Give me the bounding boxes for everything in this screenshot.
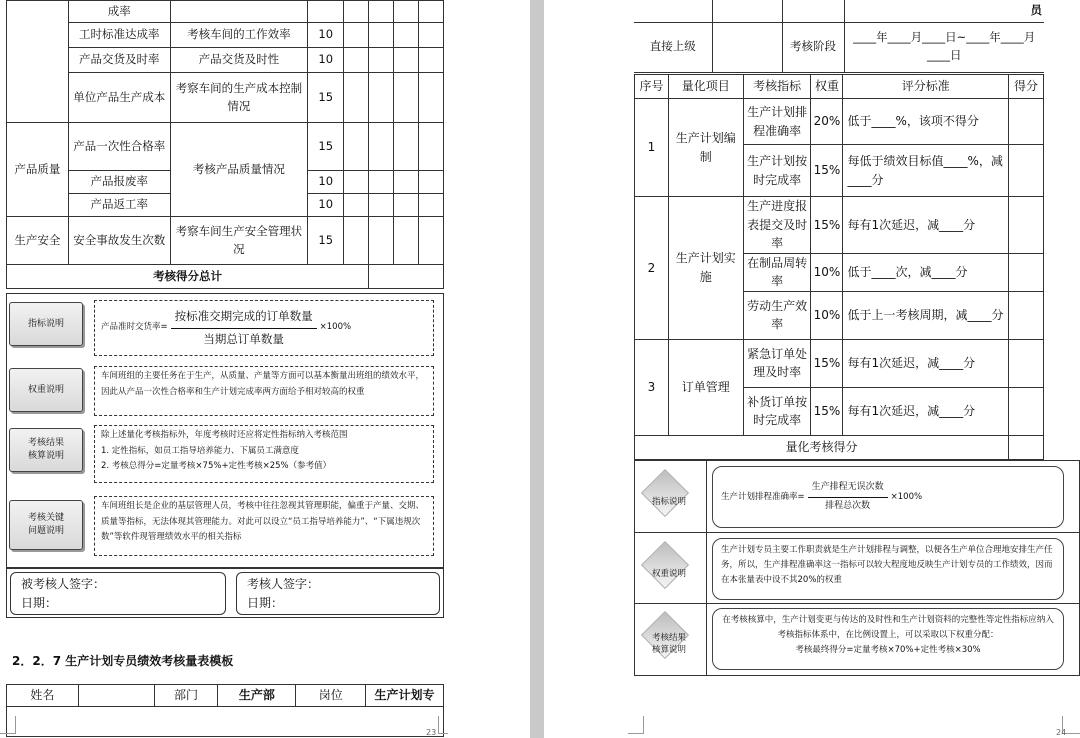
item-cell: 产品交货及时率 — [68, 48, 170, 73]
col-standard: 评分标准 — [843, 75, 1009, 99]
section-heading: 2．2．7 生产计划专员绩效考核量表模板 — [12, 654, 234, 668]
weight-note-icon: 权重说明 — [9, 368, 83, 412]
indicator-note-icon: 指标说明 — [638, 480, 700, 522]
item-cell: 成率 — [68, 1, 170, 23]
standard-cell: 低于____%，该项不得分 — [843, 99, 1009, 145]
standard-cell: 低于上一考核周期，减____分 — [843, 291, 1009, 339]
formula-lhs: 产品准时交货率= — [101, 322, 168, 333]
standard-cell: 每低于绩效目标值____%，减____分 — [843, 145, 1009, 197]
page-number: 23 — [426, 728, 437, 737]
period-value[interactable]: ____年____月____日~____年____月____日 — [844, 22, 1044, 72]
assessor-signature[interactable]: 考核人签字： 日期： — [236, 572, 440, 615]
indicator-cell: 考察车间的生产成本控制情况 — [170, 73, 308, 123]
weight-cell: 20% — [811, 99, 843, 145]
col-score: 得分 — [1009, 75, 1044, 99]
indicator-cell: 考核车间的工作效率 — [170, 23, 308, 48]
formula-lhs: 生产计划排程准确率= — [721, 491, 805, 502]
weight-cell: 10 — [308, 48, 344, 73]
left-kpi-table — [6, 0, 444, 289]
standard-cell: 每有1次延迟，减____分 — [843, 387, 1009, 435]
indicator-cell: 生产计划排程准确率 — [743, 99, 811, 145]
period-label: 考核阶段 — [782, 22, 844, 72]
page-number: 24 — [1056, 728, 1067, 737]
weight-note: 生产计划专员主要工作职责就是生产计划排程与调整，以便各生产单位合理地安排生产任务，所以，生产排程准确率这一指标可以较大程度地反映生产计划专员的工作绩效，因而在本张量表中设不其20%的权重 — [712, 538, 1064, 600]
standard-cell: 每有1次延迟，减____分 — [843, 197, 1009, 254]
weight-cell: 15% — [811, 197, 843, 254]
formula-denominator: 排程总次数 — [825, 500, 871, 511]
result-note: 除上述量化考核指标外，年度考核时还应将定性指标纳入考核范围 1. 定性指标，如员工指导培养能力、下属员工满意度 2. 考核总得分=定量考核×75%+定性考核×25%（参考值） — [94, 425, 434, 483]
page-corner-mark — [438, 716, 448, 734]
weight-note: 车间班组的主要任务在于生产，从质量、产量等方面可以基本衡量出班组的绩效水平，因此从产品一次性合格率和生产计划完成率两方面给予相对较高的权重 — [94, 366, 434, 416]
info-table — [6, 684, 444, 737]
position-label: 岗位 — [296, 685, 366, 707]
seq-cell: 1 — [635, 99, 669, 197]
formula-suffix: ×100% — [890, 491, 923, 502]
weight-cell: 15 — [308, 123, 344, 171]
name-value[interactable] — [78, 685, 154, 707]
dept-label: 部门 — [154, 685, 218, 707]
score-cell[interactable] — [1009, 253, 1044, 291]
right-header-table — [634, 0, 1044, 73]
indicator-note — [94, 300, 434, 356]
position-value: 生产计划专 — [366, 685, 444, 707]
right-page — [628, 0, 1080, 738]
superior-label: 直接上级 — [634, 22, 712, 72]
weight-cell: 15 — [308, 73, 344, 123]
formula-numerator: 按标准交期完成的订单数量 — [171, 306, 317, 328]
weight-cell: 15% — [811, 145, 843, 197]
result-note-icon: 考核结果 核算说明 — [638, 622, 700, 664]
dept-value: 生产部 — [218, 685, 296, 707]
total-score[interactable] — [1009, 435, 1044, 459]
score-cell[interactable] — [1009, 145, 1044, 197]
page-corner-mark — [628, 716, 644, 734]
item-cell: 工时标准达成率 — [68, 23, 170, 48]
indicator-cell: 在制品周转率 — [743, 253, 811, 291]
weight-cell: 10 — [308, 194, 344, 217]
right-kpi-table — [634, 74, 1044, 460]
category-cell: 生产安全 — [7, 217, 69, 265]
indicator-cell: 生产计划按时完成率 — [743, 145, 811, 197]
score-cell[interactable] — [1009, 197, 1044, 254]
item-cell: 生产计划编制 — [668, 99, 743, 197]
total-label: 考核得分总计 — [7, 265, 369, 289]
score-cell[interactable] — [1009, 339, 1044, 387]
indicator-cell: 紧急订单处理及时率 — [743, 339, 811, 387]
page-divider — [530, 0, 544, 738]
item-cell: 单位产品生产成本 — [68, 73, 170, 123]
seq-cell: 3 — [635, 339, 669, 435]
item-cell: 产品报废率 — [68, 171, 170, 194]
position-value-cont: 员 — [844, 0, 1044, 22]
score-cell[interactable] — [1009, 291, 1044, 339]
seq-cell: 2 — [635, 197, 669, 340]
category-cell: 产品质量 — [7, 123, 69, 217]
weight-cell: 10% — [811, 291, 843, 339]
indicator-cell: 劳动生产效率 — [743, 291, 811, 339]
result-note-icon: 考核结果 核算说明 — [9, 428, 83, 472]
indicator-note-icon: 指标说明 — [9, 302, 83, 346]
score-cell[interactable] — [1009, 387, 1044, 435]
indicator-cell: 考察车间生产安全管理状况 — [170, 217, 308, 265]
result-note: 在考核核算中，生产计划变更与传达的及时性和生产计划资料的完整性等定性指标应纳入考核指标体系中，在比例设置上，可以采取以下权重分配： 考核最终得分=定量考核×70%+定性考核×30% — [712, 608, 1064, 670]
item-cell: 生产计划实施 — [668, 197, 743, 340]
weight-cell: 10 — [308, 23, 344, 48]
name-label: 姓名 — [7, 685, 79, 707]
page-gap — [448, 0, 530, 738]
key-issue-icon: 考核关键 问题说明 — [9, 500, 83, 550]
indicator-cell: 考核产品质量情况 — [170, 123, 308, 217]
col-weight: 权重 — [811, 75, 843, 99]
weight-cell: 15% — [811, 339, 843, 387]
standard-cell: 低于____次，减____分 — [843, 253, 1009, 291]
key-issue-note: 车间班组长是企业的基层管理人员，考核中往往忽视其管理职能，偏重于产量、交期、质量等指标，无法体现其管理能力。对此可以设立“员工指导培养能力”、“下属违规次数”等软件现管理绩效水平的相关指标 — [94, 496, 434, 556]
left-page — [0, 0, 448, 738]
category-cell — [7, 1, 69, 123]
col-seq: 序号 — [635, 75, 669, 99]
weight-cell: 15 — [308, 217, 344, 265]
indicator-cell: 补货订单按时完成率 — [743, 387, 811, 435]
weight-cell: 10% — [811, 253, 843, 291]
col-item: 量化项目 — [668, 75, 743, 99]
formula-suffix: ×100% — [319, 322, 352, 333]
standard-cell: 每有1次延迟，减____分 — [843, 339, 1009, 387]
item-cell: 订单管理 — [668, 339, 743, 435]
page-corner-mark — [0, 716, 16, 734]
indicator-cell: 生产进度报表提交及时率 — [743, 197, 811, 254]
formula-denominator: 当期总订单数量 — [203, 331, 284, 346]
formula-numerator: 生产排程无误次数 — [808, 479, 888, 497]
indicator-cell: 产品交货及时性 — [170, 48, 308, 73]
assessee-signature[interactable]: 被考核人签字： 日期： — [10, 572, 226, 615]
indicator-note — [712, 466, 1064, 528]
item-cell: 产品返工率 — [68, 194, 170, 217]
weight-cell: 15% — [811, 387, 843, 435]
superior-value[interactable] — [712, 22, 782, 72]
total-label: 量化考核得分 — [635, 435, 1009, 459]
page-gap — [544, 0, 628, 738]
score-cell[interactable] — [1009, 99, 1044, 145]
item-cell: 产品一次性合格率 — [68, 123, 170, 171]
item-cell: 安全事故发生次数 — [68, 217, 170, 265]
weight-note-icon: 权重说明 — [638, 552, 700, 594]
col-indicator: 考核指标 — [743, 75, 811, 99]
weight-cell: 10 — [308, 171, 344, 194]
